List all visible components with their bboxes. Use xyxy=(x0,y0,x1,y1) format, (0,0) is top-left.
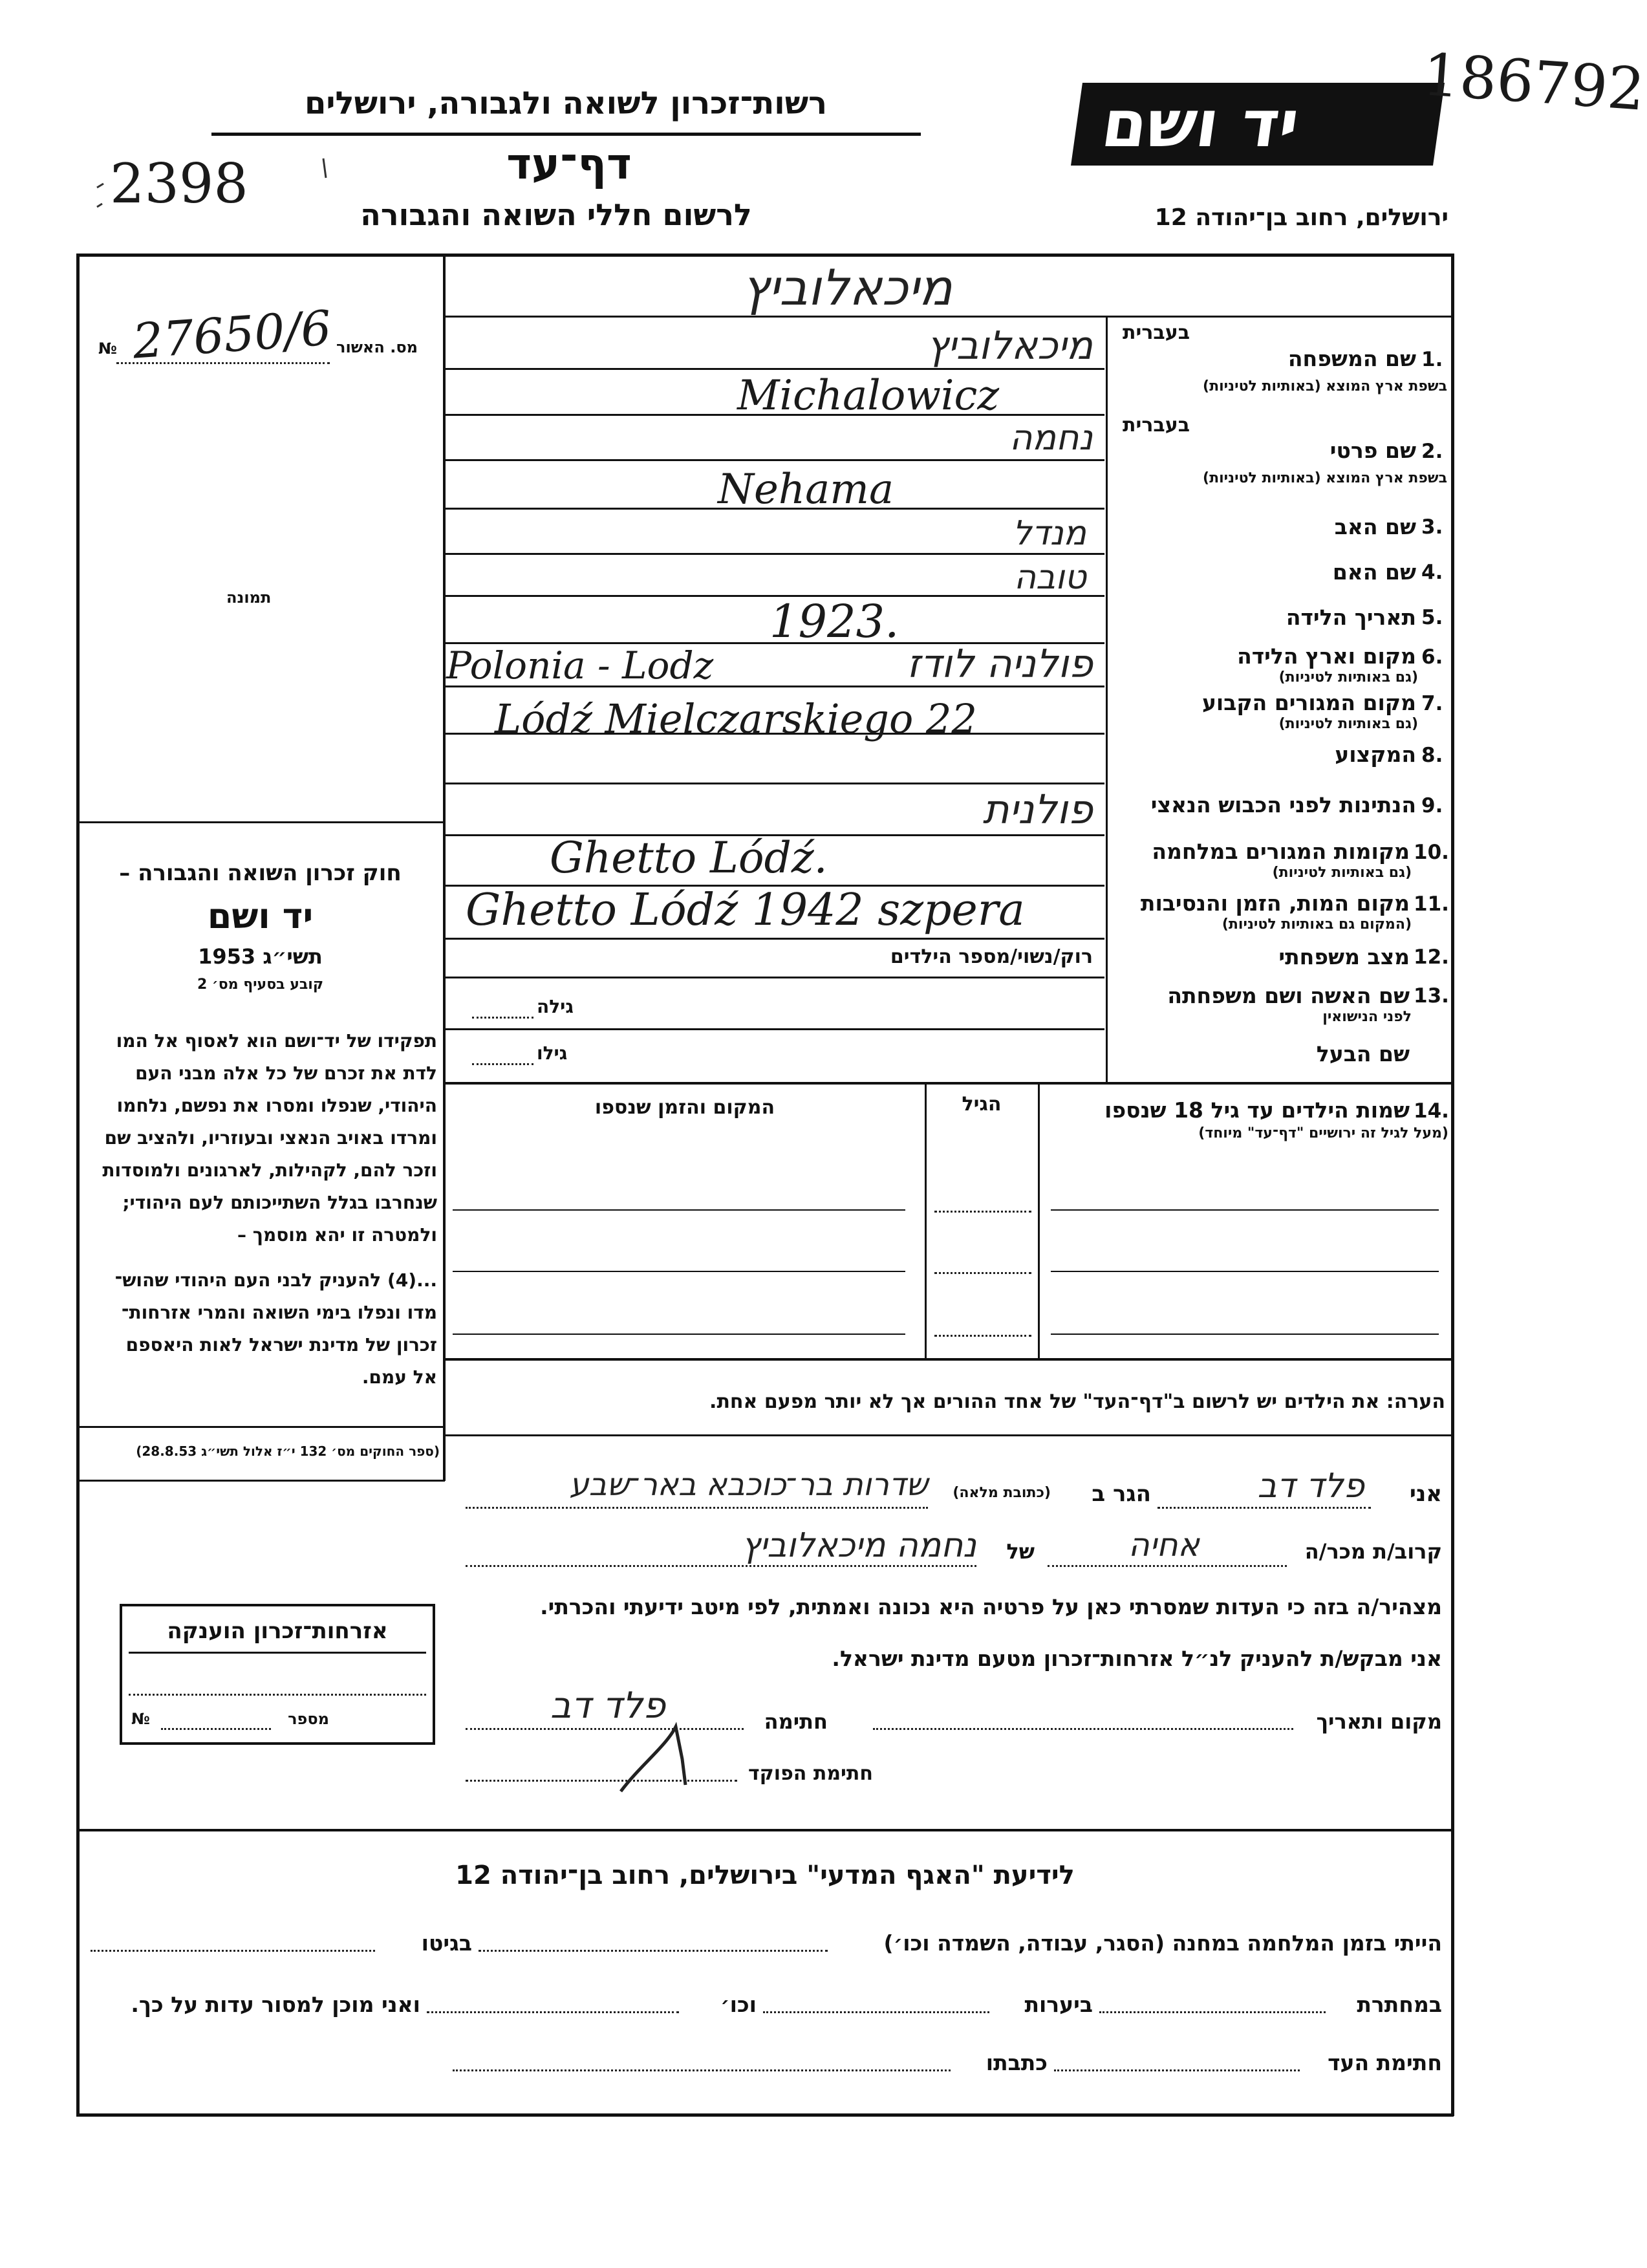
bottom-line1-dots-2 xyxy=(91,1950,375,1952)
frame-bottom xyxy=(76,2113,1454,2117)
children-num: 14. xyxy=(1414,1099,1449,1123)
officer-signature-mark xyxy=(621,1727,685,1791)
approval-label: מס. האשור xyxy=(336,338,418,356)
law-text-line: מדו ונפלו בימי השואה והמרי אזרחות־ xyxy=(121,1302,437,1323)
field-6-value-latin: Polonia - Lodz xyxy=(446,643,714,687)
law-name: יד ושם xyxy=(207,896,314,936)
law-clause: קובע בסעיף מס׳ 2 xyxy=(197,977,324,993)
decl-of-line xyxy=(466,1565,976,1567)
decl-relative-line xyxy=(1048,1565,1287,1567)
field-4-value: טובה xyxy=(1014,558,1086,597)
field-12-value: רוק/נשוי/מספר הילדים xyxy=(890,945,1093,968)
row-rule xyxy=(445,459,1104,461)
field-1-num: 1. xyxy=(1421,348,1443,371)
field-2-label: שם פרטי xyxy=(1329,438,1416,463)
address: ירושלים, רחוב בן־יהודה 12 xyxy=(1154,204,1448,231)
bottom-line3-dots xyxy=(1054,2069,1300,2071)
field-10-num: 10. xyxy=(1414,841,1449,864)
field-4-num: 4. xyxy=(1421,561,1443,584)
citizenship-no-sign: № xyxy=(131,1710,150,1728)
decl-signature-value: פלד דב xyxy=(550,1685,666,1727)
law-text-line: אל עמם. xyxy=(361,1366,437,1388)
decl-i-label: אני xyxy=(1409,1481,1442,1507)
field-5-num: 5. xyxy=(1421,606,1443,629)
children-age-dots xyxy=(934,1211,1031,1213)
decl-of-value: נחמה מיכאלוביץ xyxy=(741,1526,976,1565)
decl-relative-value: אחיה xyxy=(1128,1526,1200,1564)
field-7-label: מקום המגורים הקבוע xyxy=(1201,690,1416,715)
column-divider xyxy=(443,254,446,1481)
decl-officer-label: חתימת הפוקד xyxy=(748,1762,873,1785)
citizenship-box xyxy=(120,1604,435,1745)
children-age-dots xyxy=(934,1272,1031,1274)
row-rule xyxy=(445,1028,1104,1030)
photo-label: תמונה xyxy=(226,589,272,607)
bottom-line3-dots-2 xyxy=(453,2069,951,2071)
field-9-value: פולנית xyxy=(982,786,1093,833)
field-4-label: שם האם xyxy=(1332,559,1416,585)
decl-relative-label: קרוב/ת מכר/ה xyxy=(1304,1539,1442,1564)
approval-number: 27650/6 xyxy=(131,300,334,370)
children-age-col-left xyxy=(925,1083,927,1358)
law-source-rule-2 xyxy=(76,1480,445,1482)
decl-address-value: שדרות בר־כוכבא באר־שבע xyxy=(569,1467,928,1503)
decl-address-line xyxy=(466,1507,928,1509)
field-7-num: 7. xyxy=(1421,692,1443,715)
field-13-label: שם האשה ושם משפחתה xyxy=(1167,983,1410,1008)
field-12-num: 12. xyxy=(1414,945,1449,969)
row-rule xyxy=(445,553,1104,555)
citizenship-line xyxy=(129,1694,426,1696)
bottom-line3-a: חתימת העד xyxy=(1328,2050,1442,2075)
citizenship-number-line xyxy=(161,1728,271,1730)
surname-header: מיכאלוביץ xyxy=(742,259,953,316)
decl-officer-line xyxy=(466,1780,737,1782)
bottom-title: לידיעת "האגף המדעי" בירושלים, רחוב בן־יהודה 12 xyxy=(455,1861,1075,1890)
field-1-value-latin: Michalowicz xyxy=(737,372,1000,420)
law-text xyxy=(83,1025,437,1394)
row-rule xyxy=(445,977,1104,978)
decl-request: אני מבקש/ת להעניק לנ״ל אזרחות־זכרון מטעם מדינת ישראל. xyxy=(832,1646,1442,1671)
decl-place-date-label: מקום ותאריך xyxy=(1316,1709,1442,1734)
children-name-rule xyxy=(1051,1209,1439,1211)
field-5-label: תאריך הלידה xyxy=(1286,605,1416,630)
field-10-label: מקומות המגורים במלחמה xyxy=(1152,839,1410,864)
approval-no-sign: № xyxy=(98,340,117,358)
children-section-bottom xyxy=(443,1358,1452,1361)
citizenship-number-label: מספר xyxy=(288,1710,329,1728)
decl-i-value: פלד דב xyxy=(1257,1467,1364,1506)
decl-signature-label: חתימה xyxy=(764,1709,828,1734)
law-text-line: ולמטרה זו יהא מוסמך – xyxy=(237,1224,437,1246)
children-age-col-right xyxy=(1038,1083,1040,1358)
field-3-num: 3. xyxy=(1421,515,1443,539)
decl-statement: מצהיר/ה בזה כי העדות שמסרתי כאן על פרטיה היא נכונה ואמתית, לפי מיטב ידיעתי והכרתי. xyxy=(540,1594,1442,1619)
law-text-line: זכרון של מדינת ישראל לאות היאספם xyxy=(125,1334,437,1355)
archive-number: 186792 xyxy=(1420,41,1647,124)
approval-line xyxy=(116,362,330,364)
field-3-value: מנדל xyxy=(1012,514,1086,553)
field-3-label: שם האב xyxy=(1334,514,1416,539)
field-1-label: שם המשפחה xyxy=(1287,346,1416,371)
note: הערה: את הילדים יש לרשום ב"דף־העד" של אחד ההורים אך לא יותר מפעם אחת. xyxy=(709,1390,1445,1413)
field-13-num: 13. xyxy=(1414,984,1449,1008)
field-2-value-he: נחמה xyxy=(1009,417,1093,458)
children-name-rule xyxy=(1051,1271,1439,1272)
children-place-header: המקום והזמן שנספו xyxy=(594,1096,775,1119)
field-9-label: הנתינות לפני הכבוש הנאצי xyxy=(1150,792,1416,817)
bottom-line1-b: בגיטו xyxy=(421,1930,472,1956)
field-11-sub: (המקום גם באותיות לטיניות) xyxy=(1222,916,1412,933)
label-col-divider xyxy=(1106,316,1108,1083)
field-8-num: 8. xyxy=(1421,744,1443,767)
field-6-value-he: פולניה לודז xyxy=(907,642,1093,687)
authority-name: רשות־זכרון לשואה ולגבורה, ירושלים xyxy=(304,85,828,122)
row-rule xyxy=(445,783,1104,784)
citizenship-title: אזרחות־זכרון הוענקה xyxy=(167,1618,388,1644)
field-9-num: 9. xyxy=(1421,794,1443,817)
decl-resides-label: הגר ב xyxy=(1092,1481,1151,1507)
yad-vashem-logo xyxy=(1071,83,1445,166)
field-10-value: Ghetto Lódź. xyxy=(550,833,828,883)
bottom-line2-dots xyxy=(1099,2011,1326,2013)
bottom-line1-a: הייתי בזמן המלחמה במחנה (הסגר, עבודה, השמדה וכו׳) xyxy=(883,1930,1442,1956)
field-13-age-label: גילה xyxy=(537,996,574,1017)
field-11-num: 11. xyxy=(1414,892,1449,916)
law-text-line: שנחרבו בגלל השתייכותם לעם היהודי; xyxy=(122,1192,437,1213)
stray-mark xyxy=(323,158,326,178)
law-text-line: וזכר להם, לקהילות, לארגונים ולמוסדות xyxy=(102,1160,437,1181)
bottom-line1-dots xyxy=(479,1950,828,1952)
field-12-label: מצב משפחתי xyxy=(1278,944,1410,969)
field-13-age-line xyxy=(472,1017,533,1019)
field-6-label: מקום וארץ הלידה xyxy=(1237,643,1416,669)
page-title: דף־עד xyxy=(506,139,632,189)
field-1-value-he: מיכאלוביץ xyxy=(927,323,1093,369)
bottom-line2-a: במחתרת xyxy=(1357,1992,1442,2017)
field-11-label: מקום המות, הזמן והנסיבות xyxy=(1140,891,1410,916)
law-text-line: תפקידו של יד־ושם הוא לאסוף אל המו xyxy=(116,1030,437,1052)
law-text-line: ...(4) להעניק לבני העם היהודי שהוש־ xyxy=(114,1269,437,1291)
field-6-sub: (גם באותיות לטיניות) xyxy=(1278,669,1418,686)
field-7-value: Lódź Mielczarskiego 22 xyxy=(495,695,977,742)
decl-place-date-line xyxy=(873,1728,1293,1730)
field-7-sub: (גם באותיות לטיניות) xyxy=(1278,716,1418,732)
children-age-dots xyxy=(934,1335,1031,1337)
field-5-value: 1923. xyxy=(770,595,899,648)
field-2-value-latin: Nehama xyxy=(718,466,894,513)
children-label: שמות הילדים עד גיל 18 שנספו xyxy=(1104,1097,1410,1123)
field-8-label: המקצוע xyxy=(1335,742,1416,767)
decl-of-label: של xyxy=(1006,1539,1035,1564)
bottom-line2-d: ואני מוכן למסור עדות על כך. xyxy=(131,1992,420,2017)
stray-marks xyxy=(97,184,103,207)
children-row-rule xyxy=(453,1209,905,1211)
husband-label: שם הבעל xyxy=(1316,1041,1410,1066)
bottom-line3-b: כתבתו xyxy=(985,2050,1048,2075)
field-2-sub: בשפת ארץ המוצא (באותיות לטיניות) xyxy=(1203,470,1447,486)
decl-address-hint: (כתובת מלאה) xyxy=(953,1485,1051,1501)
logo-text: יד ושם xyxy=(1097,86,1304,162)
law-source-rule xyxy=(76,1426,445,1428)
children-age-header: הגיל xyxy=(962,1093,1002,1116)
decl-i-line xyxy=(1157,1507,1371,1509)
header-rule xyxy=(211,133,921,136)
children-sub: (מעל לגיל זה ירושיים "דף־עד" מיוחד) xyxy=(1198,1125,1448,1141)
children-row-rule xyxy=(453,1271,905,1272)
field-2-num: 2. xyxy=(1421,440,1443,463)
page-subtitle: לרשום חללי השואה והגבורה xyxy=(360,197,752,232)
frame-right xyxy=(1451,254,1454,2116)
law-text-line: היהודי, שנפלו ומסרו את נפשם, נלחמו xyxy=(116,1095,437,1116)
husband-age-label: גילו xyxy=(537,1042,568,1064)
children-section-top xyxy=(443,1082,1452,1085)
field-2-hebrew-tag: בעברית xyxy=(1123,414,1190,437)
law-year: תשי״ג 1953 xyxy=(198,944,323,969)
field-1-hebrew-tag: בעברית xyxy=(1123,321,1190,344)
law-box-top xyxy=(76,821,445,823)
decl-signature-line xyxy=(466,1728,744,1730)
children-row-rule xyxy=(453,1334,905,1335)
bottom-line2-dots-2 xyxy=(763,2011,989,2013)
frame-left xyxy=(76,254,80,2116)
field-13-sub: לפני הנישואין xyxy=(1322,1009,1412,1025)
page-code: 2398 xyxy=(110,152,248,215)
field-1-sub: בשפת ארץ המוצא (באותיות לטיניות) xyxy=(1203,378,1447,394)
field-10-sub: (גם באותיות לטיניות) xyxy=(1272,865,1412,881)
row-rule xyxy=(445,938,1104,940)
children-name-rule xyxy=(1051,1334,1439,1335)
law-text-line: ומרדו באויב הנאצי ובעוזריו, ולהציב שם xyxy=(104,1127,437,1149)
field-6-num: 6. xyxy=(1421,645,1443,669)
law-source: (ספר החוקים מס׳ 132 י״ז אלול תשי״ג 28.8.53) xyxy=(136,1443,440,1459)
field-11-value: Ghetto Lódź 1942 szpera xyxy=(466,885,1025,936)
law-text-line: לדת את זכרם של כל אלה מבני העם xyxy=(135,1063,437,1084)
husband-age-line xyxy=(472,1063,533,1065)
law-title: חוק זכרון השואה והגבורה – xyxy=(119,860,402,886)
bottom-section-rule xyxy=(76,1829,1454,1831)
note-row-bottom xyxy=(443,1434,1452,1436)
frame-top xyxy=(76,254,1454,257)
bottom-line2-b: ביערות xyxy=(1024,1992,1093,2017)
bottom-line2-dots-3 xyxy=(427,2011,679,2013)
bottom-line2-c: וכו׳ xyxy=(720,1992,757,2017)
